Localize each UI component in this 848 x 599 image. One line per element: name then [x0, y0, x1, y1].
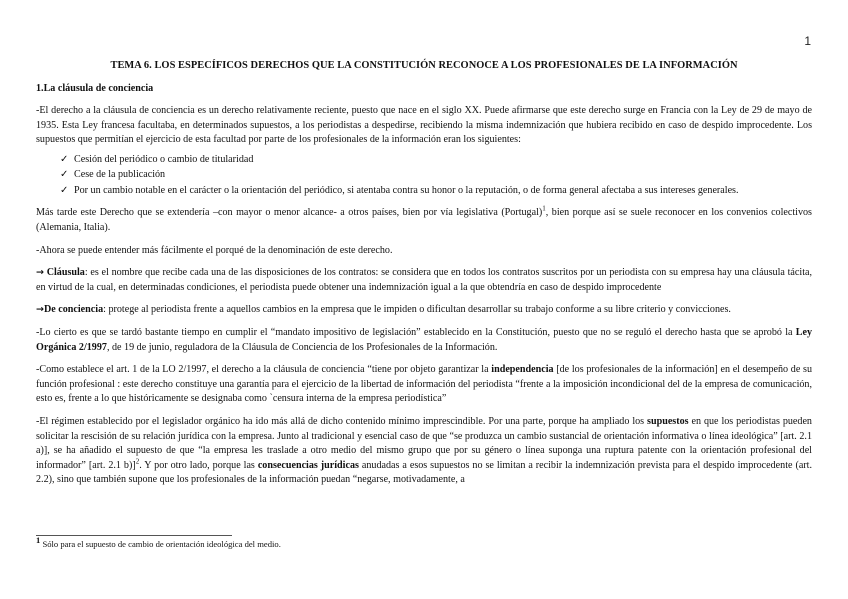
footnote: [36, 535, 281, 550]
term-clausula: Cláusula: [43, 267, 85, 279]
paragraph-regimen: [36, 415, 812, 488]
checkmark-icon: ✓: [60, 184, 69, 196]
list-item-text: Por un cambio notable en el carácter o la orientación del periódico, si atentaba contra su honor o la reputación, o de forma general afectaba a sus intereses generales.: [74, 184, 739, 196]
paragraph-origin: [36, 104, 812, 148]
paragraph-extension-text-2: , bien porque así se suele reconocer en los convenios colectivos (Alemania, Italia).: [36, 207, 812, 234]
arrow-right-icon: →: [36, 304, 44, 316]
footnote-ref[interactable]: 2: [135, 457, 140, 466]
document-body: [36, 59, 812, 496]
footnote-mark: 1: [36, 535, 41, 546]
assumptions-list: [36, 152, 812, 199]
paragraph-regimen-text: -El régimen establecido por el legislador orgánico ha ido más allá de dicho contenido mínimo imprescindible. Por una parte, porque ha ampliado los: [36, 416, 648, 427]
list-item-text: Cese de la publicación: [74, 169, 166, 181]
paragraph-origin-text: -El derecho a la cláusula de conciencia es un derecho relativamente reciente, puesto que nace en el siglo XX. Puede afirmarse que este derecho surge en Francia con la Ley de 29 de mayo de 1935. Esta Ley francesa facultaba, en determinados supuestos, a los periodistas a despedirse, recibiendo la misma indemnización que hubiera recibido en caso de despido improcedente. Los supuestos que permitían el ejercicio de esta facultad por parte de los profesionales de la información eran los siguientes:: [36, 105, 812, 146]
page-number: 1: [804, 34, 811, 48]
term-independencia: independencia: [491, 364, 554, 376]
list-item: [60, 167, 812, 183]
term-supuestos: supuestos: [647, 416, 689, 427]
term-consecuencias: consecuencias jurídicas: [257, 459, 359, 471]
paragraph-ley-text: -Lo cierto es que se tardó bastante tiempo en cumplir el “mandato impositivo de legislación” establecido en la Constitución, puesto que no se reguló el derecho hasta que se aprobó la: [36, 327, 796, 339]
paragraph-ley-text-2: , de 19 de junio, reguladora de la Cláusula de Conciencia de los Profesionales de la Información.: [106, 341, 498, 353]
list-item: [60, 152, 812, 168]
arrow-right-icon: →: [36, 267, 44, 279]
checkmark-icon: ✓: [60, 169, 69, 181]
paragraph-independencia-text: -Como establece el art. 1 de la LO 2/1997, el derecho a la cláusula de conciencia “tiene por objeto garantizar la: [36, 364, 492, 376]
term-conciencia: De conciencia: [43, 304, 104, 316]
paragraph-clausula-text: : es el nombre que recibe cada una de las disposiciones de los contratos: se considera que en todos los contratos suscritos por un periodista con su empresa hay una cláusula tácita, en virtud de la cual, en determinadas condiciones, el periodista puede obtener una indemnización igual a la que obtendría en caso de despido improcedente: [36, 267, 812, 293]
term-ley-organica: Ley Orgánica 2/1997: [36, 327, 812, 353]
footnote-divider: [36, 535, 232, 536]
paragraph-denomination: [36, 244, 812, 259]
paragraph-regimen-text-3: . Y por otro lado, porque las: [139, 459, 258, 471]
list-item-text: Cesión del periódico o cambio de titularidad: [74, 153, 254, 165]
document-title: TEMA 6. LOS ESPECÍFICOS DERECHOS QUE LA CONSTITUCIÓN RECONOCE A LOS PROFESIONALES DE LA INFORMACIÓN: [110, 60, 738, 71]
paragraph-clausula: [36, 266, 812, 295]
paragraph-conciencia-text: : protege al periodista frente a aquellos cambios en la empresa que le impiden o dificultan desarrollar su trabajo conforme a su libre criterio y convicciones.: [103, 304, 731, 316]
checkmark-icon: ✓: [60, 153, 69, 165]
paragraph-extension-text: Más tarde este Derecho que se extendería –con mayor o menor alcance- a otros países, bien por vía legislativa (Portugal): [36, 207, 543, 219]
paragraph-regimen-text-2: en que los periodistas pueden solicitar la rescisión de su relación jurídica con la empresa. Junto al tradicional y esencial caso de que “se produzca un cambio sustancial de orientación informativa o línea ideológica” [art. 2.1 a)], se ha añadido el supuesto de que “la empresa les traslade a otro medio del mismo grupo que por su género o línea suponga una ruptura patente con la orientación profesional del informador” [art. 2.1 b)]: [36, 416, 812, 471]
section-heading: 1.La cláusula de conciencia: [36, 82, 154, 94]
footnote-text: Sólo para el supuesto de cambio de orientación ideológica del medio.: [40, 539, 281, 549]
paragraph-regimen-text-4: anudadas a esos supuestos no se limitan a recibir la indemnización prevista para el despido improcedente (art. 2.2), sino que también supone que los profesionales de la información puedan “negarse, motivadamente, a: [36, 459, 812, 486]
paragraph-independencia-text-2: [de los profesionales de la información] en el desempeño de su función profesional : este derecho constituye una garantía para el ejercicio de la libertad de información del periodista “frente a la imposición incondicional del de la empresa de comunicación, esto es, frente a lo que históricamente se designaba como `censura interna de la empresa periodística”: [36, 364, 812, 405]
list-item: [60, 183, 812, 199]
paragraph-denomination-text: -Ahora se puede entender más fácilmente el porqué de la denominación de este derecho.: [36, 244, 393, 256]
paragraph-extension: [36, 206, 812, 235]
paragraph-independencia: [36, 363, 812, 407]
paragraph-conciencia: [36, 303, 812, 318]
footnote-ref[interactable]: 1: [542, 205, 546, 214]
paragraph-ley-organica: [36, 326, 812, 355]
